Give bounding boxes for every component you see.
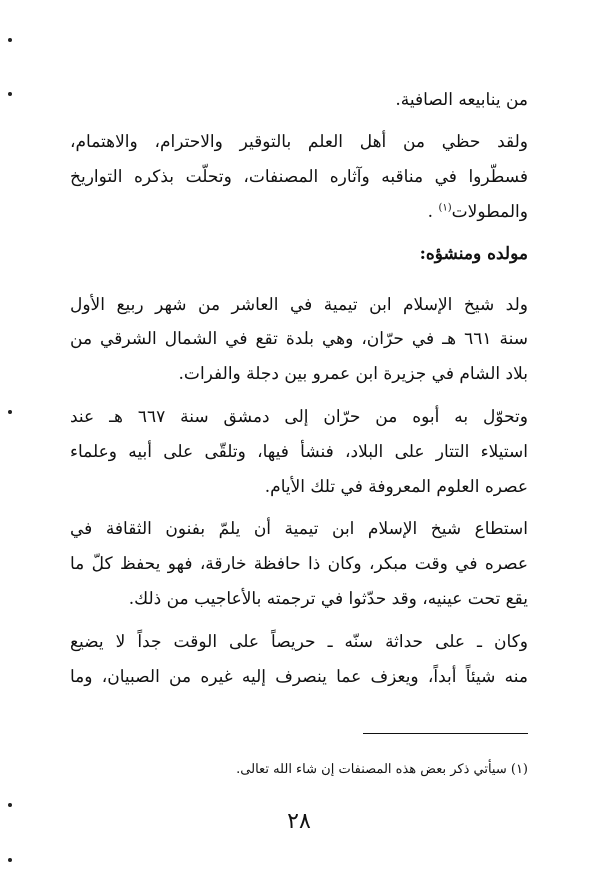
text-line: سنة ٦٦١ هـ في حرّان، وهي بلدة تقع في الشمال الشرقي من xyxy=(70,329,528,349)
margin-mark xyxy=(8,410,12,414)
footnote-reference: (١) xyxy=(438,202,452,214)
text-fragment: . xyxy=(427,202,434,222)
text-line: ولد شيخ الإسلام ابن تيمية في العاشر من شهر ربيع الأول xyxy=(70,295,528,315)
text-line-with-footnote-ref xyxy=(70,200,528,224)
text-line: استيلاء التتار على البلاد، فنشأ فيها، وتلقّى على أبيه وعلماء xyxy=(70,442,528,462)
section-heading: مولده ومنشؤه: xyxy=(419,244,528,264)
margin-mark xyxy=(8,803,12,807)
footnote-separator xyxy=(363,733,528,734)
text-line: منه شيئاً أبداً، ويعزف عما ينصرف إليه غيره من الصبيان، وما xyxy=(70,667,528,687)
text-line: بلاد الشام في جزيرة ابن عمرو بين دجلة والفرات. xyxy=(178,364,528,384)
page-number: ٢٨ xyxy=(287,809,311,834)
margin-mark xyxy=(8,92,12,96)
text-line: استطاع شيخ الإسلام ابن تيمية أن يلمّ بفنون الثقافة في xyxy=(70,519,528,539)
margin-mark xyxy=(8,38,12,42)
text-line: عصره في وقت مبكر، وكان ذا حافظة خارقة، فهو يحفظ كلّ ما xyxy=(70,554,528,574)
footnote: (١) سيأتي ذكر بعض هذه المصنفات إن شاء الله تعالى. xyxy=(236,762,528,777)
text-line: ولقد حظي من أهل العلم بالتوقير والاحترام، والاهتمام، xyxy=(70,132,528,152)
text-line: من ينابيعه الصافية. xyxy=(395,90,528,110)
text-line: وتحوّل به أبوه من حرّان إلى دمشق سنة ٦٦٧ هـ عند xyxy=(70,407,529,427)
margin-mark xyxy=(8,858,12,862)
text-line: فسطّروا في مناقبه وآثاره المصنفات، وتحلّت بذكره التواريخ xyxy=(70,167,528,187)
text-line: يقع تحت عينيه، وقد حدّثوا في ترجمته بالأعاجيب من ذلك. xyxy=(128,589,528,609)
text-fragment: والمطولات xyxy=(451,202,528,222)
text-line: وكان ـ على حداثة سنّه ـ حريصاً على الوقت جداً لا يضيع xyxy=(70,632,528,652)
text-line: عصره العلوم المعروفة في تلك الأيام. xyxy=(264,477,528,497)
